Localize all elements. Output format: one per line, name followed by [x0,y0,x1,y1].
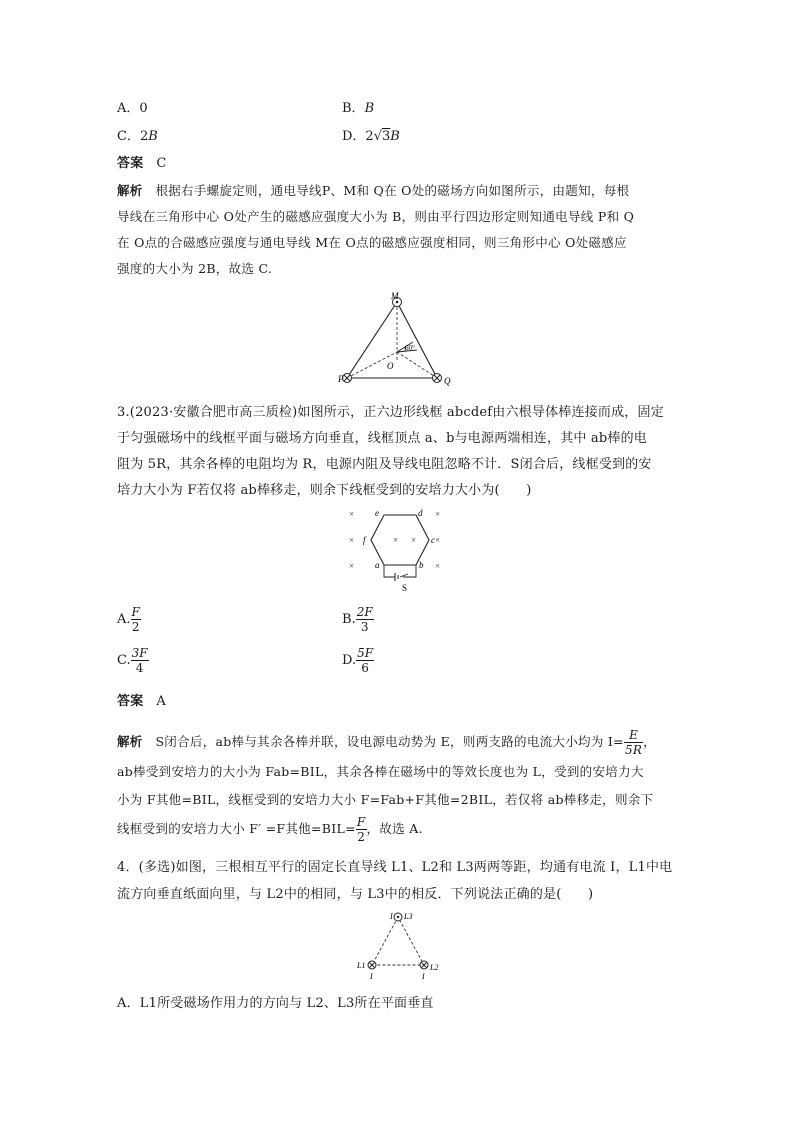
wire-p-cross-icon [343,374,352,383]
wire-l2-cross-icon [420,961,428,969]
svg-text:L3: L3 [404,912,413,921]
svg-text:×: × [349,509,355,519]
q3-analysis-line1: 解析 S闭合后，ab棒与其余各棒并联，设电源电动势为 E，则两支路的电流大小均为 I= $\frac{E}{5R}$ ， [117,728,657,757]
svg-text:I: I [370,972,373,981]
svg-text:×: × [349,535,355,545]
q3-option-b[interactable]: B. $\frac{2F}{3}$ [342,605,373,634]
svg-text:L2: L2 [430,963,439,972]
wire-q-cross-icon [433,374,442,383]
q4-option-a[interactable]: A．L1所受磁场作用力的方向与 L2、L3所在平面垂直 [117,996,434,1011]
q2-analysis-line3: 在 O点的合磁感应强度与通电导线 M在 O点的磁感应强度相同，则三角形中心 O处磁感应 [117,235,627,250]
svg-text:×: × [435,509,441,519]
q3-stem-line2: 于匀强磁场中的线框平面与磁场方向垂直，线框顶点 a、b与电源两端相连，其中 ab棒的电 [117,431,648,446]
svg-text:I: I [422,972,425,981]
svg-text:b: b [419,560,424,570]
q2-analysis-line2: 导线在三角形中心 O处产生的磁感应强度大小为 B，则由平行四边形定则知通电导线 P和 Q [117,209,635,224]
label-m: M [391,291,399,301]
svg-text:e: e [375,508,379,518]
q3-option-d[interactable]: D. $\frac{5F}{6}$ [342,646,374,675]
q3-stem-line3: 阻为 5R，其余各棒的电阻均为 R，电源内阻及导线电阻忽略不计．S闭合后，线框受到的安 [117,457,652,472]
switch-icon [400,574,408,577]
svg-text:×: × [435,561,441,571]
label-angle: 60° [405,344,415,352]
svg-text:×: × [349,561,355,571]
wire-l3-dot-icon [394,913,402,921]
q3-option-a[interactable]: A. $\frac{F}{2}$ [117,605,140,634]
svg-text:×: × [435,535,441,545]
q2-analysis-line4: 强度的大小为 2B，故选 C. [117,261,273,276]
svg-text:S: S [402,583,408,593]
q4-stem-line1: 4．(多选)如图，三根相互平行的固定长直导线 L1、L2和 L3两两等距，均通有电流 I，L1中电 [117,860,673,875]
svg-text:c: c [431,535,435,545]
wire-l1-cross-icon [368,961,376,969]
svg-text:I: I [390,912,393,921]
q2-option-a[interactable]: A．0 [117,101,148,116]
q2-option-c[interactable]: C．2B [117,129,158,144]
label-o: O [387,361,394,371]
q2-answer: 答案 C [117,156,167,171]
label-q: Q [444,376,451,386]
q3-analysis-line3: 小为 F其他=BIL，线框受到的安培力大小 F=Fab+F其他=2BIL，若仅将 ab棒移走，则余下 [117,792,654,807]
q3-option-c[interactable]: C. $\frac{3F}{4}$ [117,646,148,675]
q2-triangle-figure [335,290,465,390]
q2-option-b[interactable]: B．B [342,101,375,116]
svg-text:×: × [411,535,417,545]
svg-text:f: f [363,535,366,545]
q3-analysis-line2: ab棒受到安培力的大小为 Fab=BIL，其余各棒在磁场中的等效长度也为 L，受到的安培力大 [117,764,644,779]
svg-text:d: d [418,508,423,518]
svg-text:×: × [393,535,399,545]
svg-text:L1: L1 [357,961,366,970]
q3-analysis-line4: 线框受到的安培力大小 F′ =F其他=BIL= $\frac{F}{2}$ ，故选 A. [117,815,423,844]
hexagon-frame [371,515,429,565]
q2-analysis-line1: 解析 根据右手螺旋定则，通电导线P、M和 Q在 O处的磁场方向如图所示，由题知，每根 [117,183,630,198]
q3-stem-line4: 培力大小为 F若仅将 ab棒移走，则余下线框受到的安培力大小为( ) [117,483,532,498]
q4-stem-line2: 流方向垂直纸面向里，与 L2中的相同，与 L3中的相反．下列说法正确的是( ) [117,887,594,902]
q3-hexagon-figure [345,503,450,595]
q3-stem-line1: 3.(2023·安徽合肥市高三质检)如图所示，正六边形线框 abcdef由六根导体棒连接而成，固定 [117,405,664,420]
q4-triangle-outline [372,917,424,965]
q2-option-d[interactable]: D．2√3B [342,129,400,144]
q4-triangle-figure [352,907,444,982]
label-p: P [338,374,344,384]
q3-answer: 答案 A [117,694,166,709]
svg-text:a: a [375,560,380,570]
